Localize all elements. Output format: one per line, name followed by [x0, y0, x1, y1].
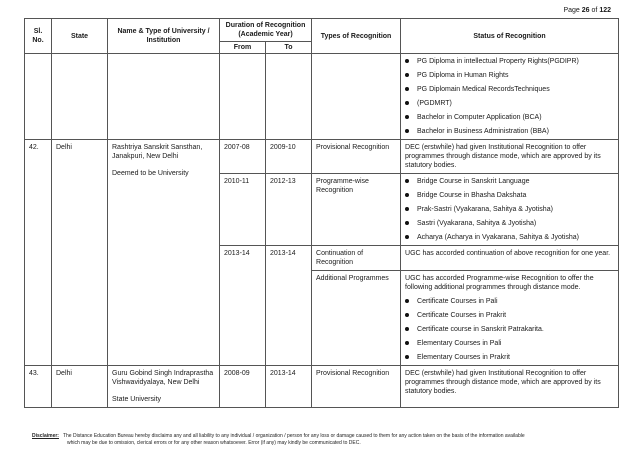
- recognition-table: [24, 18, 619, 408]
- bullet-icon: [405, 59, 409, 63]
- bullet-icon: [405, 207, 409, 211]
- bullet-icon: [405, 129, 409, 133]
- from-cell: 2007-08: [220, 140, 266, 174]
- status-cell: UGC has accorded continuation of above recognition for one year.: [401, 246, 619, 271]
- header-duration: Duration of Recognition (Academic Year): [220, 19, 312, 42]
- status-cell: [401, 271, 619, 366]
- status-cell: [401, 54, 619, 140]
- bullet-icon: [405, 115, 409, 119]
- bullet-icon: [405, 299, 409, 303]
- institution-cell: [108, 140, 220, 366]
- to-cell: 2009-10: [266, 140, 312, 174]
- table-row: [25, 140, 619, 174]
- disclaimer: [32, 433, 612, 447]
- header-sl-no: Sl. No.: [25, 19, 52, 54]
- list-item: PG Diploma in Human Rights: [405, 71, 614, 80]
- header-status: Status of Recognition: [401, 19, 619, 54]
- disclaimer-text-line2: which may be due to omission, clerical errors or for any other reason whatsoever. Error (if any) may kindly be communicated to DEC.: [67, 440, 361, 446]
- list-item: Certificate Courses in Pali: [405, 297, 614, 306]
- table-header-row: [25, 19, 619, 42]
- from-cell: 2013-14: [220, 246, 266, 366]
- header-types: Types of Recognition: [312, 19, 401, 54]
- list-item: Acharya (Acharya in Vyakarana, Sahitya & Jyotisha): [405, 233, 614, 242]
- list-item: Sastri (Vyakarana, Sahitya & Jyotisha): [405, 219, 614, 228]
- state-cell: Delhi: [52, 366, 108, 408]
- from-cell: 2008-09: [220, 366, 266, 408]
- bullet-icon: [405, 101, 409, 105]
- list-item: Bridge Course in Bhasha Dakshata: [405, 191, 614, 200]
- header-state: State: [52, 19, 108, 54]
- to-cell: 2013-14: [266, 246, 312, 366]
- bullet-icon: [405, 355, 409, 359]
- status-text: UGC has accorded Programme-wise Recognition to offer the following additional programmes through distance mode.: [405, 275, 594, 291]
- sl-cell: 43.: [25, 366, 52, 408]
- institution-name: Rashtriya Sanskrit Sansthan, Janakpuri, New Delhi: [112, 144, 203, 160]
- table-row: [25, 54, 619, 140]
- sl-cell: 42.: [25, 140, 52, 366]
- institution-type: State University: [112, 396, 162, 403]
- bullet-icon: [405, 313, 409, 317]
- list-item: Bachelor in Business Administration (BBA): [405, 127, 614, 136]
- to-cell: 2012-13: [266, 174, 312, 246]
- table-row: [25, 366, 619, 408]
- bullet-icon: [405, 193, 409, 197]
- list-item: PG Diplomain Medical RecordsTechniques: [405, 85, 614, 94]
- list-item: Bachelor in Computer Application (BCA): [405, 113, 614, 122]
- type-cell: Provisional Recognition: [312, 140, 401, 174]
- bullet-icon: [405, 87, 409, 91]
- list-item: PG Diploma in intellectual Property Rights(PGDIPR): [405, 57, 614, 66]
- institution-cell: [108, 366, 220, 408]
- header-name-type: Name & Type of University / Institution: [108, 19, 220, 54]
- from-cell: 2010-11: [220, 174, 266, 246]
- to-cell: 2013-14: [266, 366, 312, 408]
- list-item: Certificate Courses in Prakrit: [405, 311, 614, 320]
- type-cell: Provisional Recognition: [312, 366, 401, 408]
- bullet-icon: [405, 235, 409, 239]
- bullet-icon: [405, 221, 409, 225]
- status-cell: DEC (erstwhile) had given Institutional Recognition to offer programmes through distance mode, which are approved by its statutory bodies.: [401, 140, 619, 174]
- list-item: Bridge Course in Sanskrit Language: [405, 177, 614, 186]
- programme-list: [405, 297, 614, 362]
- list-item: Elementary Courses in Prakrit: [405, 353, 614, 362]
- bullet-icon: [405, 73, 409, 77]
- list-item: Elementary Courses in Pali: [405, 339, 614, 348]
- type-cell: Additional Programmes: [312, 271, 401, 366]
- bullet-icon: [405, 327, 409, 331]
- bullet-icon: [405, 341, 409, 345]
- header-from: From: [220, 42, 266, 54]
- state-cell: Delhi: [52, 140, 108, 366]
- page-number: Page 26 of 122: [563, 7, 611, 14]
- header-to: To: [266, 42, 312, 54]
- list-item: Prak-Sastri (Vyakarana, Sahitya & Jyotisha): [405, 205, 614, 214]
- disclaimer-label: Disclaimer:: [32, 433, 59, 439]
- programme-list: [405, 177, 614, 242]
- type-cell: Continuation of Recognition: [312, 246, 401, 271]
- institution-name: Guru Gobind Singh Indraprastha Vishwavidyalaya, New Delhi: [112, 370, 214, 386]
- bullet-icon: [405, 179, 409, 183]
- programme-list: [405, 57, 614, 136]
- institution-type: Deemed to be University: [112, 170, 189, 177]
- disclaimer-text-line1: The Distance Education Bureau hereby disclaims any and all liability to any individual / organization / person for any loss or damage caused to them for any action taken on the basis of the information available: [62, 433, 525, 439]
- status-cell: DEC (erstwhile) had given Institutional Recognition to offer programmes through distance mode, which are approved by its statutory bodies.: [401, 366, 619, 408]
- type-cell: Programme-wise Recognition: [312, 174, 401, 246]
- list-item: Certificate course in Sanskrit Patrakarita.: [405, 325, 614, 334]
- list-item: (PGDMRT): [405, 99, 614, 108]
- status-cell: [401, 174, 619, 246]
